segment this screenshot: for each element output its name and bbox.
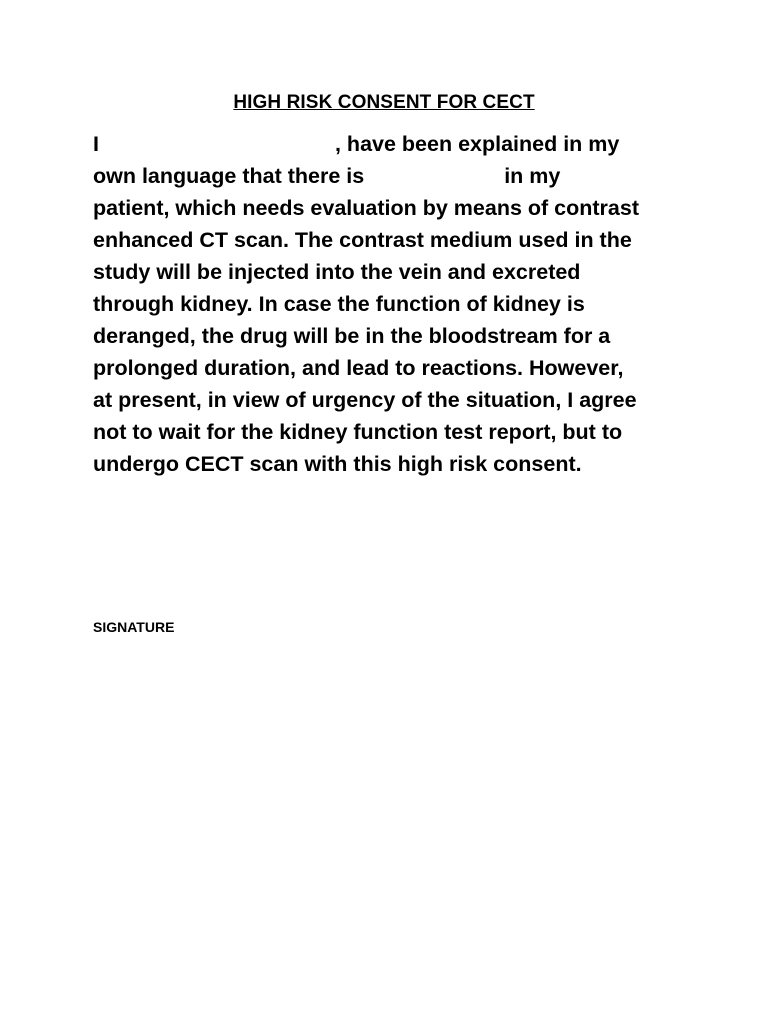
paragraph-line-11: undergo CECT scan with this high risk consent. bbox=[93, 452, 582, 476]
paragraph-line-2 bbox=[93, 160, 693, 192]
paragraph-line-1 bbox=[93, 128, 693, 160]
paragraph-line-9: at present, in view of urgency of the situation, I agree bbox=[93, 388, 637, 412]
paragraph-line-10: not to wait for the kidney function test report, but to bbox=[93, 420, 623, 444]
paragraph-line-7: deranged, the drug will be in the bloodstream for a bbox=[93, 324, 611, 348]
paragraph-line-3: patient, which needs evaluation by means of contrast bbox=[93, 196, 639, 220]
paragraph-line-5: study will be injected into the vein and excreted bbox=[93, 260, 581, 284]
line-1-start-text: I bbox=[93, 132, 99, 156]
line-1-end-text: , have been explained in my bbox=[334, 132, 620, 156]
paragraph-line-8: prolonged duration, and lead to reactions. However, bbox=[93, 356, 624, 380]
paragraph-line-6: through kidney. In case the function of kidney is bbox=[93, 292, 585, 316]
line-2-start-text: own language that there is bbox=[93, 164, 365, 188]
signature-label: SIGNATURE bbox=[93, 619, 175, 635]
consent-paragraph bbox=[93, 128, 693, 480]
document-title: HIGH RISK CONSENT FOR CECT bbox=[233, 92, 535, 113]
line-2-end-text: in my bbox=[504, 164, 561, 188]
paragraph-line-4: enhanced CT scan. The contrast medium used in the bbox=[93, 228, 632, 252]
